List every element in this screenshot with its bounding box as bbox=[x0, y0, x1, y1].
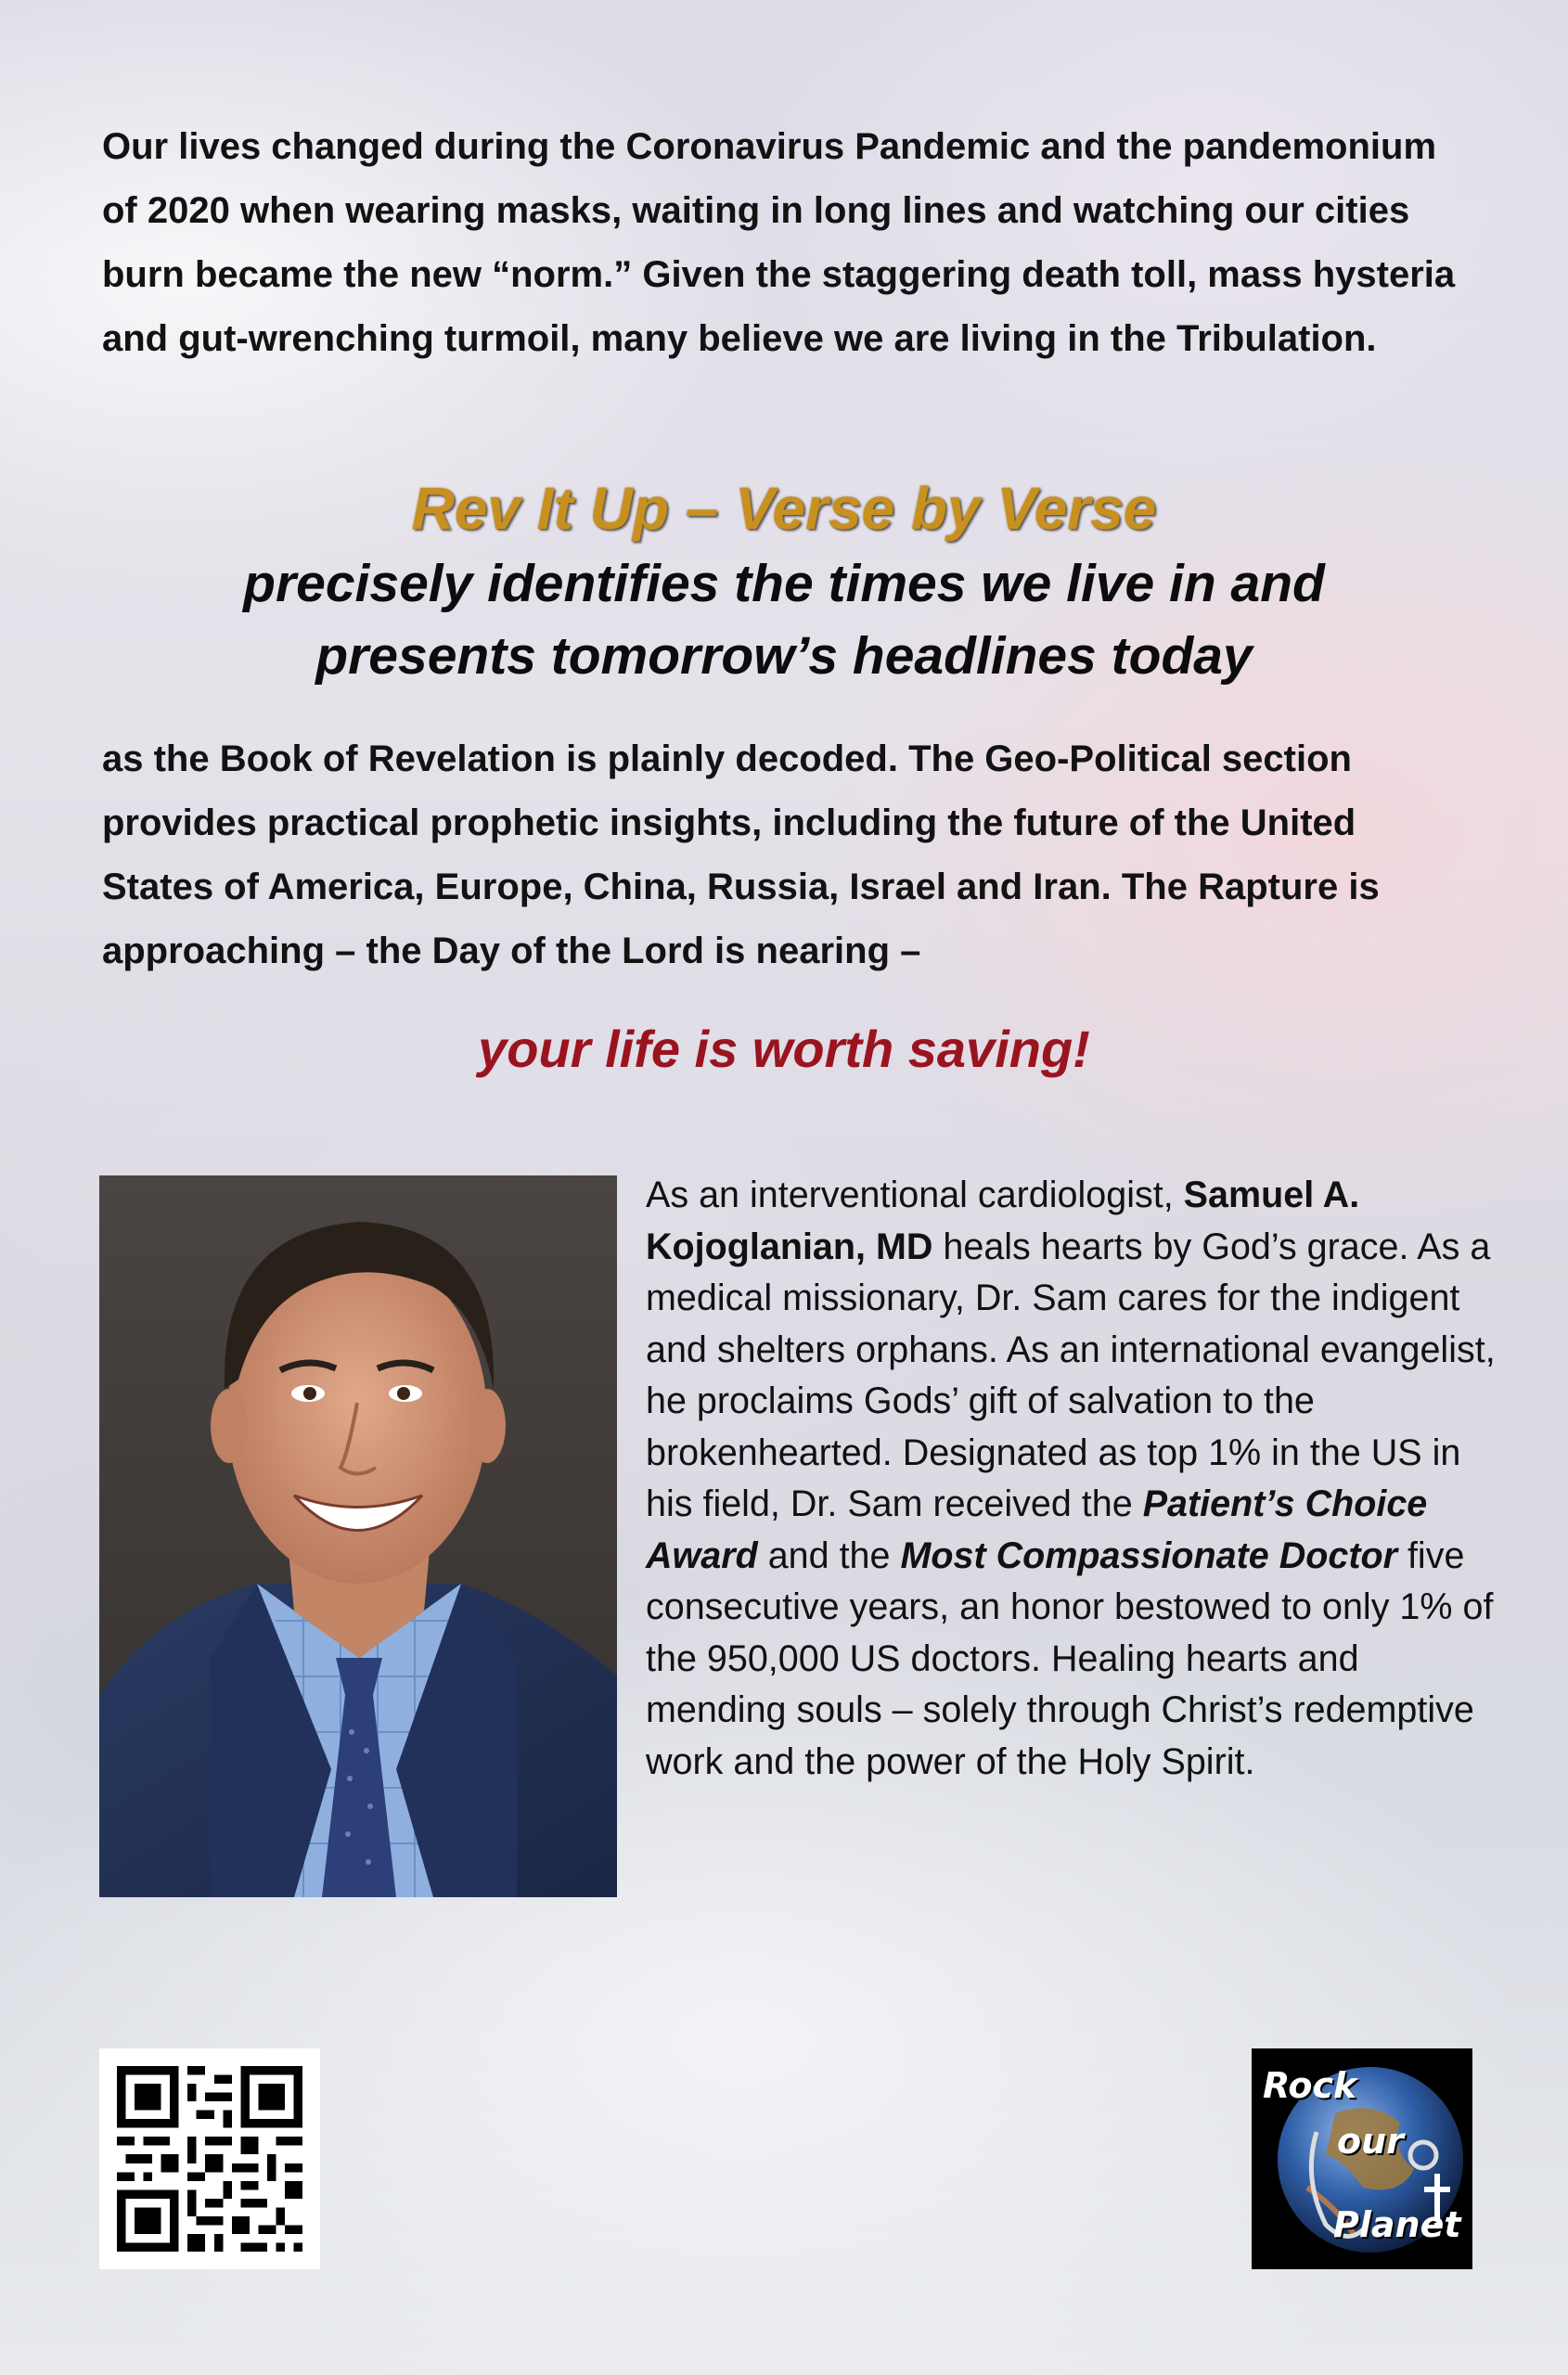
bio-text-4: five consecutive years, an honor bestowed to only 1% of the 950,000 US doctors. Healing hearts and mending souls – solely through Christ’s redemptive work and the power of the Holy Spirit. bbox=[646, 1534, 1494, 1782]
author-photo bbox=[99, 1175, 617, 1897]
bio-text-1: As an interventional cardiologist, bbox=[646, 1175, 1184, 1215]
book-title: Rev It Up – Verse by Verse bbox=[411, 475, 1157, 542]
author-name: Samuel A. Kojoglanian, MD bbox=[646, 1175, 1360, 1267]
author-bio bbox=[646, 1170, 1509, 1788]
award-most-compassionate: Most Compassionate Doctor bbox=[900, 1534, 1397, 1576]
rock-your-planet-logo bbox=[1252, 2048, 1472, 2269]
logo-word-planet: Planet bbox=[1333, 2204, 1461, 2245]
qr-code[interactable] bbox=[99, 2048, 320, 2269]
bio-text-3: and the bbox=[757, 1534, 901, 1576]
tagline: your life is worth saving! bbox=[478, 1020, 1090, 1078]
subtitle-line-2: presents tomorrow’s headlines today bbox=[315, 626, 1253, 686]
award-patients-choice: Patient’s Choice Award bbox=[646, 1483, 1428, 1576]
logo-word-rock: Rock bbox=[1263, 2065, 1357, 2106]
subtitle-line-1: precisely identifies the times we live in and bbox=[243, 554, 1325, 613]
description-paragraph: as the Book of Revelation is plainly decoded. The Geo-Political section provides practical prophetic insights, including the future of the United States of America, Europe, China, Russia, Israel and Iran. The Rapture is approaching – the Day of the Lord is nearing – bbox=[102, 738, 1380, 971]
bio-text-2: heals hearts by God’s grace. As a medical missionary, Dr. Sam cares for the indigent and shelters orphans. As an international evangelist, he proclaims Gods’ gift of salvation to the brokenhearted. Designated as top 1% in the US in his field, Dr. Sam received the bbox=[646, 1226, 1496, 1524]
book-subtitle bbox=[0, 547, 1568, 692]
logo-word-our: our bbox=[1337, 2121, 1404, 2162]
intro-paragraph: Our lives changed during the Coronavirus Pandemic and the pandemonium of 2020 when wearing masks, waiting in long lines and watching our cities burn became the new “norm.” Given the staggering death toll, mass hysteria and gut-wrenching turmoil, many believe we are living in the Tribulation. bbox=[102, 126, 1456, 359]
